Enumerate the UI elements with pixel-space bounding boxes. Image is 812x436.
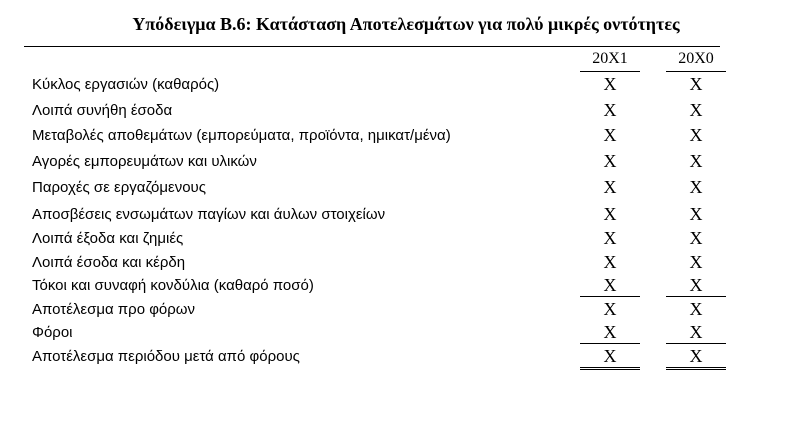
row-value-20x0: X [689,151,703,171]
row-value-20x0: X [689,100,703,120]
row-value-20x1: X [603,177,617,197]
row-value-20x0: X [689,177,703,197]
title-rule [24,46,720,47]
row-label: Κύκλος εργασιών (καθαρός) [32,76,220,93]
statement-row [0,299,812,323]
row-value-20x0: X [689,125,703,145]
column-header-rule [580,71,640,72]
statement-row [0,74,812,98]
row-value-20x1: X [603,252,617,272]
row-label: Αποσβέσεις ενσωμάτων παγίων και άυλων στοιχείων [32,206,386,223]
row-label: Αποτέλεσμα προ φόρων [32,301,196,318]
row-label: Αποτέλεσμα περιόδου μετά από φόρους [32,348,300,365]
row-value-20x1: X [603,151,617,171]
subtotal-rule [580,296,640,297]
column-header-rule [666,71,726,72]
row-value-20x0: X [689,299,703,319]
statement-row [0,151,812,175]
row-value-20x0: X [689,74,703,94]
statement-row [0,177,812,201]
row-label: Παροχές σε εργαζόμενους [32,179,206,196]
row-value-20x1: X [603,74,617,94]
row-value-20x0: X [689,228,703,248]
row-label: Λοιπά έξοδα και ζημιές [32,230,184,247]
row-label: Αγορές εμπορευμάτων και υλικών [32,153,257,170]
row-value-20x0: X [689,275,703,295]
statement-row [0,228,812,252]
row-value-20x1: X [603,346,617,366]
row-label: Φόροι [32,324,73,341]
subtotal-rule [666,343,726,344]
total-double-rule [580,367,640,370]
row-label: Μεταβολές αποθεμάτων (εμπορεύματα, προϊόντα, ημικατ/μένα) [32,127,451,144]
row-value-20x0: X [689,322,703,342]
statement-row [0,252,812,276]
subtotal-rule [666,296,726,297]
statement-row [0,100,812,124]
statement-row [0,204,812,228]
row-label: Λοιπά έσοδα και κέρδη [32,254,186,271]
row-value-20x0: X [689,346,703,366]
column-header-20x0: 20X0 [678,50,714,67]
row-value-20x1: X [603,275,617,295]
row-label: Τόκοι και συναφή κονδύλια (καθαρό ποσό) [32,277,314,294]
row-value-20x1: X [603,100,617,120]
row-value-20x1: X [603,228,617,248]
row-value-20x0: X [689,204,703,224]
column-header-20x1: 20X1 [592,50,628,67]
subtotal-rule [580,343,640,344]
statement-row [0,125,812,149]
statement-title: Υπόδειγμα Β.6: Κατάσταση Αποτελεσμάτων για πολύ μικρές οντότητες [132,14,680,34]
row-value-20x1: X [603,299,617,319]
row-value-20x0: X [689,252,703,272]
row-value-20x1: X [603,204,617,224]
row-value-20x1: X [603,125,617,145]
row-label: Λοιπά συνήθη έσοδα [32,102,173,119]
row-value-20x1: X [603,322,617,342]
total-double-rule [666,367,726,370]
